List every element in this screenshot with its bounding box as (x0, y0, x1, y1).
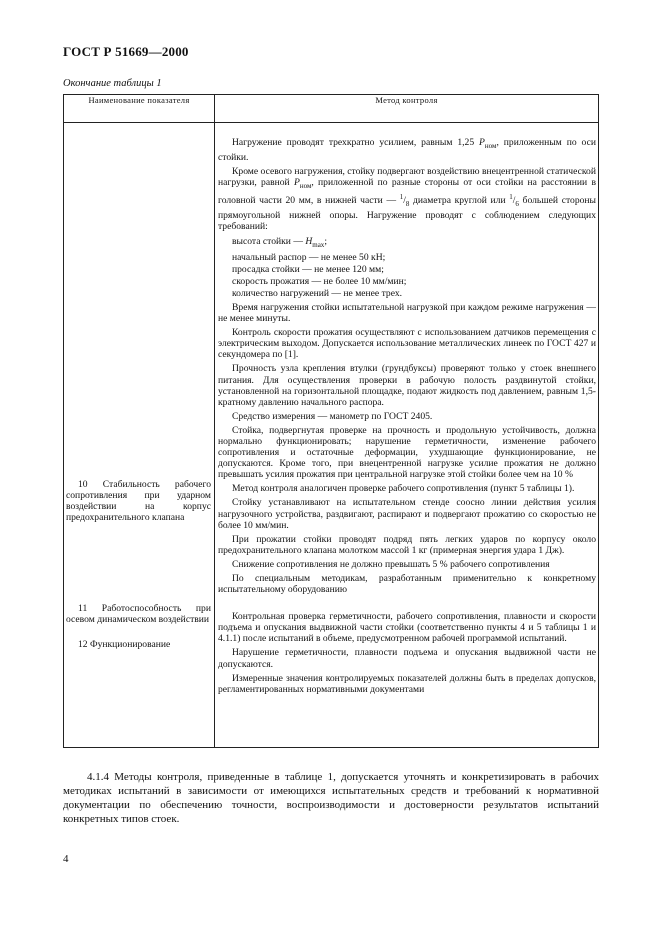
table-caption: Окончание таблицы 1 (63, 78, 162, 89)
method-paragraph: Кроме осевого нагружения, стойку подвергают воздействию внецентренной статической нагрузки, равной $P_{ном}$, приложенной по разные стороны от оси стойки на расстоянии в головной части 20 мм, в нижней части — $^1/_8$ диаметра круглой или $^1/_6$ большей стороны прямоугольной нижней опоры. Нагружение проводят с соблюдением следующих требований: (218, 166, 596, 233)
method-paragraph: Стойка, подвергнутая проверке на прочность и продольную устойчивость, должна нормально функционировать; нарушение герметичности, изменение рабочего сопротивления и остаточные деформации, ухудшающие функционирование, не допускаются. Кроме того, при внецентренной нагрузке усилие прожатия не должно превышать усилия прожатия при центральной нагрузке этой стойки более чем на 10 % (218, 424, 596, 481)
page-number: 4 (63, 853, 69, 865)
method-paragraph: При прожатии стойки проводят подряд пять легких ударов по корпусу около предохранительного клапана молотком массой 1 кг (примерная энергия удара 1 Дж). (218, 533, 596, 556)
method-paragraph: Время нагружения стойки испытательной нагрузкой при каждом режиме нагружения — не менее минуты. (218, 301, 596, 325)
method-paragraph: высота стойки — $H_{max}$; (232, 235, 327, 249)
indicator-item-12: 12 Функционирование (78, 639, 171, 650)
method-paragraph: Контрольная проверка герметичности, рабочего сопротивления, плавности и скорости подъема и опускания выдвижной части стойки (соответственно пункты 4 и 5 таблицы 1 и 4.1.1) после испытаний в объеме, предусмотренном рабочей программой испытаний. (218, 611, 596, 645)
method-paragraph: Прочность узла крепления втулки (грундбуксы) проверяют только у стоек внешнего питания. Для осуществления проверки в рабочую полость раздвинутой стойки, установленной на горизонтальной площадке, подают жидкость под давлением, равным 1,5-кратному давлению начального распора. (218, 363, 596, 408)
method-paragraph: количество нагружений — не менее трех. (232, 287, 403, 299)
method-paragraph: Нарушение герметичности, плавности подъема и опускания выдвижной части не допускаются. (218, 647, 596, 670)
method-paragraph: Измеренные значения контролируемых показателей должны быть в пределах допусков, регламентированных нормативными документами (218, 672, 596, 695)
indicator-item-11: 11 Работоспособность при осевом динамическом воздействии (66, 603, 211, 626)
column-header-indicator: Наименование показателя (64, 95, 215, 123)
method-paragraph: Средство измерения — манометр по ГОСТ 2405. (232, 410, 433, 422)
method-paragraph: Снижение сопротивления не должно превышать 5 % рабочего сопротивления (232, 558, 550, 570)
body-paragraph-4-1-4: 4.1.4 Методы контроля, приведенные в таблице 1, допускается уточнять и конкретизировать в рабочих методиках испытаний в зависимости от имеющихся испытательных средств и требований к нормативной документации по обеспечению точности, воспроизводимости и достоверности результатов испытаний конкретных типов стоек. (63, 771, 599, 826)
method-paragraph: По специальным методикам, разработанным применительно к конкретному испытательному оборудованию (218, 573, 596, 596)
test-methods-table (63, 94, 599, 748)
table-header-row (64, 95, 599, 123)
indicator-column (64, 123, 215, 748)
table-body-row (64, 123, 599, 748)
method-column (215, 123, 599, 748)
document-header: ГОСТ Р 51669—2000 (63, 44, 189, 59)
method-paragraph: просадка стойки — не менее 120 мм; (232, 263, 384, 275)
method-paragraph: Стойку устанавливают на испытательном стенде соосно линии действия усилия нагрузочного устройства, раздвигают, распирают и подвергают прожатию со скоростью не более 10 мм/мин. (218, 497, 596, 531)
column-header-method: Метод контроля (215, 95, 599, 123)
indicator-item-10: 10 Стабильность рабочего сопротивления при ударном воздействии на корпус предохранительного клапана (66, 479, 211, 524)
method-paragraph: скорость прожатия — не более 10 мм/мин; (232, 275, 407, 287)
method-paragraph: Метод контроля аналогичен проверке рабочего сопротивления (пункт 5 таблицы 1). (232, 483, 575, 495)
method-paragraph: Нагружение проводят трехкратно усилием, равным 1,25 $P_{ном}$, приложенным по оси стойки. (218, 137, 596, 163)
method-paragraph: Контроль скорости прожатия осуществляют с использованием датчиков перемещения с электрическим выходом. Допускается использование металлических линеек по ГОСТ 427 и секундомера по [1]. (218, 327, 596, 361)
method-paragraph: начальный распор — не менее 50 кН; (232, 251, 386, 263)
